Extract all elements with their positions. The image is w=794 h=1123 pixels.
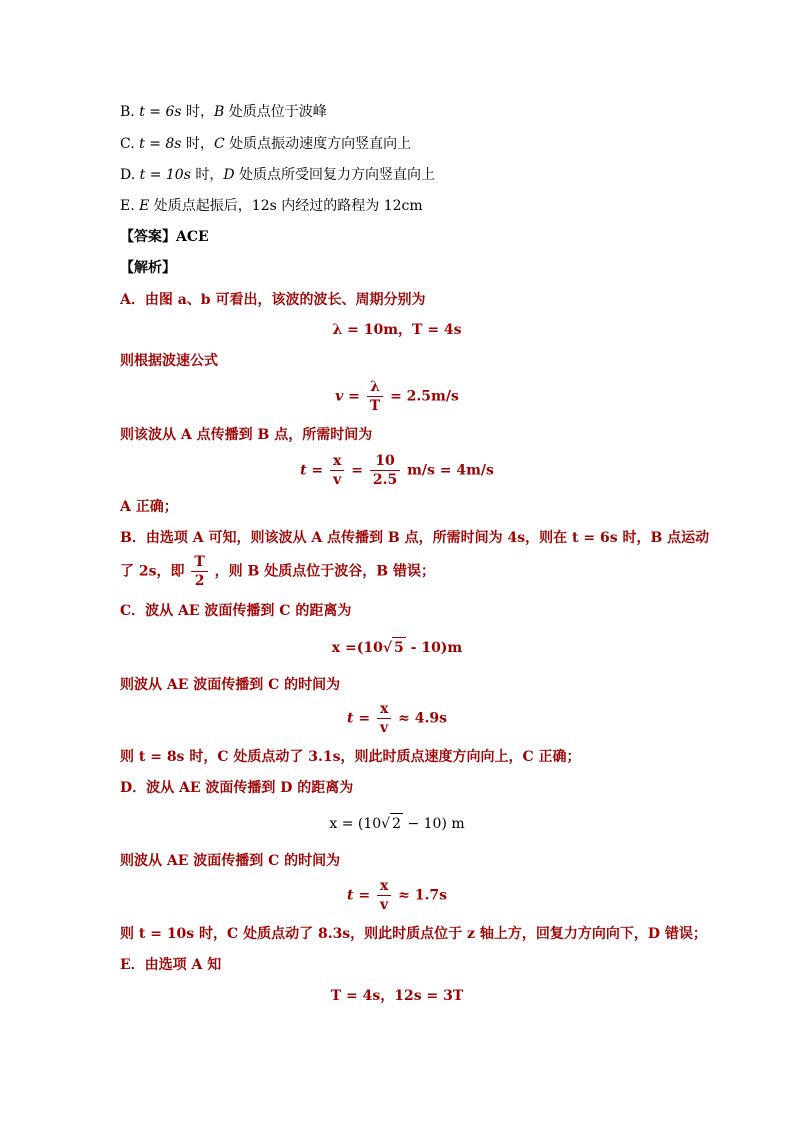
a-eq3: t = $\frac{x}{v}$ = $\frac{10}{2.5}$ m/s = 4m/s: [300, 453, 494, 488]
c-line1: C．波从 AE 波面传播到 C 的距离为: [120, 603, 352, 619]
answer-line: 【答案】ACE: [120, 229, 209, 245]
fraction: $\frac{x}{v}$: [377, 700, 391, 737]
b-line2: 了 2s，即 $\frac{T}{2}$ ，则 B 处质点位于波谷，B 错误；: [120, 554, 435, 589]
c-line2: 则波从 AE 波面传播到 C 的时间为: [120, 677, 341, 693]
c-eq1: x =(10√ 5 - 10)m: [0, 637, 794, 658]
c-eq2: t = $\frac{x}{v}$ ≈ 4.9s: [346, 701, 448, 736]
analysis-heading: 【解析】: [120, 260, 176, 276]
option-c: C. t = 8s 时，C 处质点振动速度方向竖直向上: [120, 136, 412, 152]
a-eq1: λ = 10m，T = 4s: [332, 322, 462, 338]
e-line1: E．由选项 A 知: [120, 957, 222, 973]
option-e: E. E 处质点起振后，12s 内经过的路程为 12cm: [120, 198, 423, 214]
d-eq1: x = (10√ 2 − 10) m: [0, 813, 794, 834]
c-line3: 则 t = 8s 时，C 处质点动了 3.1s，则此时质点速度方向向上，C 正确；: [120, 749, 581, 765]
a-line3: 则该波从 A 点传播到 B 点，所需时间为: [120, 427, 373, 443]
fraction: $\frac{T}{2}$: [191, 553, 207, 590]
e-eq1: T = 4s，12s = 3T: [330, 988, 464, 1004]
b-line1: B．由选项 A 可知，则该波从 A 点传播到 B 点，所需时间为 4s，则在 t = 6s 时，B 点运动: [120, 530, 710, 546]
d-line1: D．波从 AE 波面传播到 D 的距离为: [120, 780, 354, 796]
option-d: D. t = 10s 时，D 处质点所受回复力方向竖直向上: [120, 167, 436, 183]
option-b: B. t = 6s 时，B 处质点位于波峰: [120, 104, 327, 120]
d-eq2: t = $\frac{x}{v}$ ≈ 1.7s: [346, 878, 448, 913]
d-line2: 则波从 AE 波面传播到 C 的时间为: [120, 853, 341, 869]
a-eq2: v = $\frac{\lambda}{T}$ = 2.5m/s: [335, 379, 459, 414]
fraction: $\frac{x}{v}$: [330, 452, 344, 489]
a-intro: A．由图 a、b 可看出，该波的波长、周期分别为: [120, 292, 426, 308]
fraction: $\frac{\lambda}{T}$: [367, 378, 383, 415]
fraction: $\frac{x}{v}$: [377, 877, 391, 914]
a-conclusion: A 正确；: [120, 499, 178, 515]
a-line2: 则根据波速公式: [120, 353, 218, 369]
fraction: $\frac{10}{2.5}$: [370, 452, 400, 489]
d-line3: 则 t = 10s 时，C 处质点动了 8.3s，则此时质点位于 z 轴上方，回复力方向向下，D 错误；: [120, 926, 707, 942]
